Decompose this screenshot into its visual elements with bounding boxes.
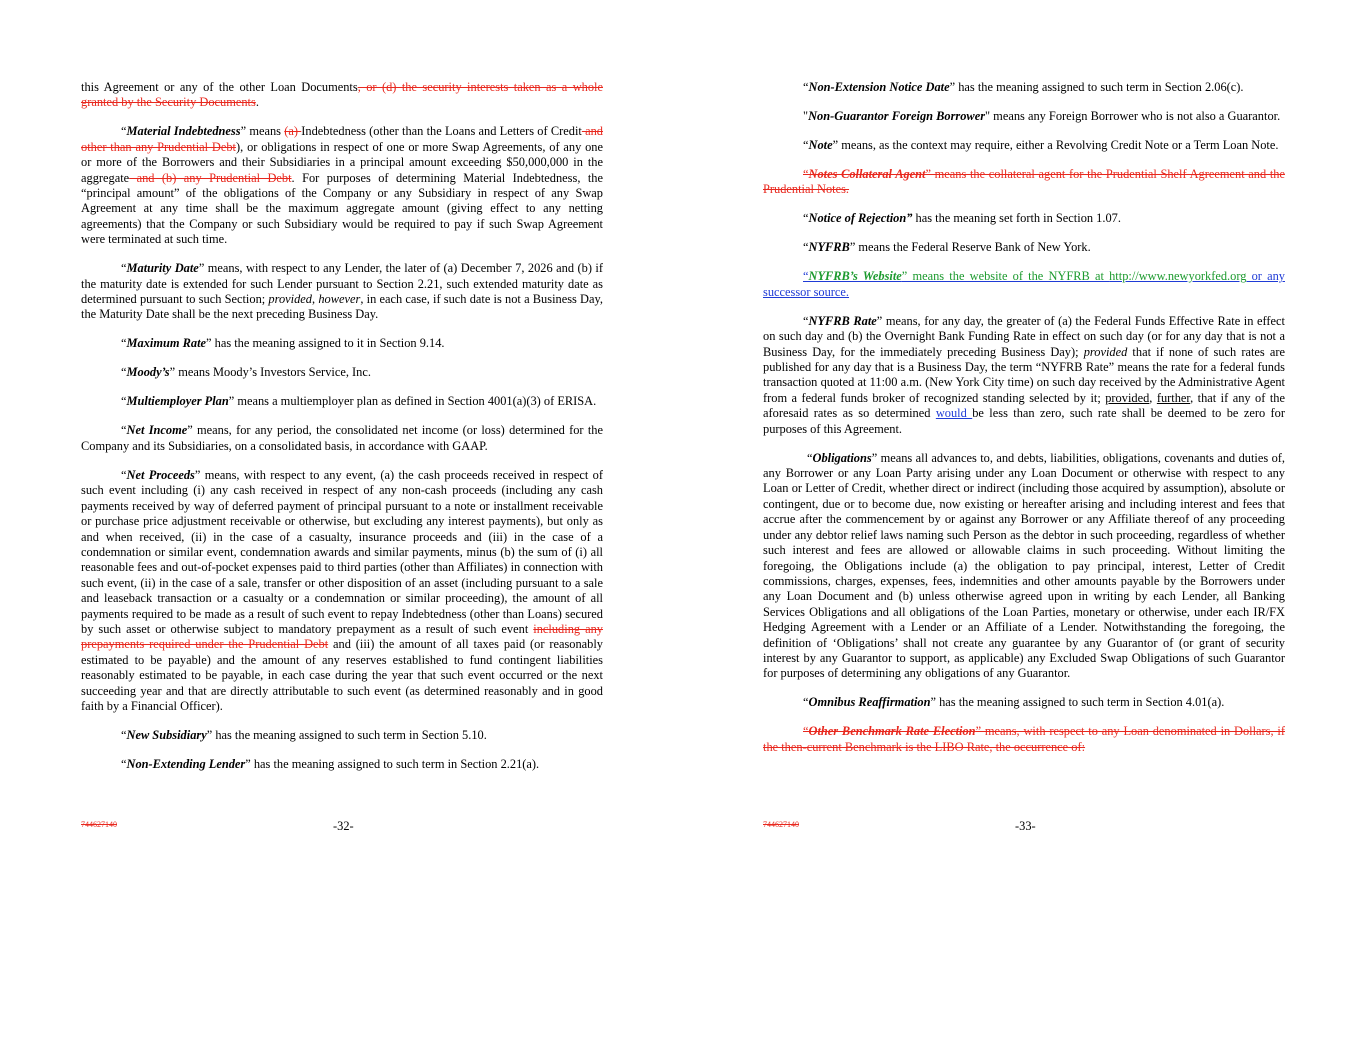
definition-multiemployer-plan: “Multiemployer Plan” means a multiemployer plan as defined in Section 4001(a)(3) of ERISA. [121,394,597,409]
inserted-text: would [935,406,973,421]
defined-term: Non-Guarantor Foreign Borrower [808,109,986,123]
definition-nyfrb-rate: “NYFRB Rate” means, for any day, the greater of (a) the Federal Funds Effective Rate in effect on such day and (b) the Overnight Bank Funding Rate in effect on such day (or for any day that is not a Business Day, for the immediately preceding Business Day); provided that if none of such rates are published for any day that is a Business Day, the term “NYFRB Rate” means the rate for a federal funds transaction quoted at 11:00 a.m. (New York City time) on such day received by the Administrative Agent from a federal funds broker of recognized standing selected by it; provided, further, that if any of the aforesaid rates as so determined would be less than zero, such rate shall be deemed to be zero for purposes of this Agreement. [763,313,1285,436]
defined-term: NYFRB’s Website [808,269,902,284]
paragraph-loan-documents-continuation: this Agreement or any of the other Loan Documents, or (d) the security interests taken as a whole granted by the Security Documents. [81,80,603,110]
definition-other-benchmark-rate-election-deleted: “Other Benchmark Rate Election” means, with respect to any Loan denominated in Dollars, if the then-current Benchmark is the LIBO Rate, the occurrence of: [763,724,1286,754]
inserted-text: or any successor source. [763,269,1285,299]
deleted-text: ” means the collateral agent for the Prudential Shelf Agreement and the Prudential Notes. [763,167,1285,197]
definition-non-extension-notice-date: “Non-Extension Notice Date” has the meaning assigned to such term in Section 2.06(c). [803,80,1244,94]
deleted-text: ” means, with respect to any Loan denominated in Dollars, if the then-current Benchmark is the LIBO Rate, the occurrence of: [763,724,1286,754]
definition-moodys: “Moody’s” means Moody’s Investors Service, Inc. [121,365,371,380]
definition-net-income: “Net Income” means, for any period, the consolidated net income (or loss) determined for the Company and its Subsidiaries, on a consolidated basis, in accordance with GAAP. [81,423,603,453]
definition-notice-of-rejection: “Notice of Rejection” has the meaning set forth in Section 1.07. [803,211,1121,226]
definition-new-subsidiary: “New Subsidiary” has the meaning assigned to such term in Section 5.10. [121,727,487,742]
defined-term: Notes Collateral Agent [808,167,926,181]
defined-term: Note [808,138,833,152]
defined-term: Non-Extension Notice Date [808,80,950,94]
definition-omnibus-reaffirmation: “Omnibus Reaffirmation” has the meaning assigned to such term in Section 4.01(a). [803,695,1225,710]
document-page-33 [763,80,1285,769]
footer-document-id: 744627140 [81,820,117,829]
defined-term: New Subsidiary [126,727,207,742]
footer-document-id: 744627140 [763,820,799,829]
definition-obligations: “Obligations” means all advances to, and debts, liabilities, obligations, covenants and duties of, any Borrower or any Loan Party arising under any Loan Document or otherwise with respect to any Loan or Letter of Credit, whether direct or indirect (including those acquired by assumption), absolute or contingent, due or to become due, now existing or hereafter arising and including interest and fees that accrue after the commencement by or against any Borrower or any Affiliate thereof of any proceeding under any debtor relief laws naming such Person as the debtor in such proceeding, regardless of whether such interest and fees are allowed or allowable claims in such proceeding. Without limiting the foregoing, the Obligations include (a) the obligation to pay principal, interest, Letter of Credit commissions, charges, expenses, fees, indemnities and other amounts payable by the Borrowers under any Loan Document and (b) unless otherwise agreed upon in writing by each Lender, all Banking Services Obligations and all obligations of the Loan Parties, monetary or otherwise, under each IR/FX Hedging Agreement with a Lender or an Affiliate of a Lender. Notwithstanding the foregoing, the definition of ‘Obligations’ shall not create any guarantee by any Guarantor of (or grant of security interest by any Guarantor to support, as applicable) any Excluded Swap Obligations of such Guarantor for purposes of determining any obligations of any Guarantor. [763,450,1285,681]
page-number: -32- [333,819,354,833]
defined-term: Maturity Date [126,261,199,276]
definition-non-extending-lender: “Non-Extending Lender” has the meaning assigned to such term in Section 2.21(a). [121,756,540,771]
defined-term: Other Benchmark Rate Election [808,724,976,739]
defined-term: Omnibus Reaffirmation [808,695,931,710]
defined-term: Net Income [126,423,188,438]
nyfrb-website-link[interactable]: http://www.newyorkfed.org [1109,269,1247,284]
defined-term: Obligations [812,450,872,465]
deleted-text: (a) [284,124,302,139]
definition-maximum-rate: “Maximum Rate” has the meaning assigned to it in Section 9.14. [121,336,445,351]
deleted-text: and other than any Prudential Debt [81,124,603,154]
defined-term: Notice of Rejection” [808,211,913,226]
definition-non-guarantor-foreign-borrower: "Non-Guarantor Foreign Borrower" means any Foreign Borrower who is not also a Guarantor. [803,109,1281,123]
definition-nyfrbs-website-inserted: “NYFRB’s Website” means the website of the NYFRB at http://www.newyorkfed.org or any successor source. [763,269,1285,299]
definition-nyfrb: “NYFRB” means the Federal Reserve Bank of New York. [803,240,1091,255]
document-page-32 [81,80,603,786]
deleted-text: , or (d) the security interests taken as a whole granted by the Security Documents [81,80,603,110]
deleted-text: and (b) any Prudential Debt [129,170,292,185]
defined-term: Moody’s [126,365,170,380]
definition-net-proceeds: “Net Proceeds” means, with respect to any event, (a) the cash proceeds received in respect of such event including (i) any cash received in respect of any non-cash proceeds (including any cash payments received by way of deferred payment of principal pursuant to a note or installment receivable or purchase price adjustment receivable or otherwise, but excluding any interest payments), but only as and when received, (ii) in the case of a casualty, insurance proceeds and (iii) in the case of a condemnation or similar event, condemnation awards and similar payments, minus (b) the sum of (i) all reasonable fees and out-of-pocket expenses paid to third parties (other than Affiliates) in connection with such event, (ii) in the case of a sale, transfer or other disposition of an asset (including pursuant to a sale and leaseback transaction or a casualty or a condemnation or similar proceeding), the amount of all payments required to be made as a result of such event to repay Indebtedness (other than Loans) secured by such asset or otherwise subject to mandatory prepayment as a result of such event including any prepayments required under the Prudential Debt and (iii) the amount of all taxes paid (or reasonably estimated to be payable) and the amount of any reserves established to fund contingent liabilities reasonably estimated to be payable, in each case during the year that such event occurred or the next succeeding year and that are directly attributable to such event (as determined reasonably and in good faith by a Financial Officer). [81,467,603,713]
defined-term: NYFRB Rate [808,313,877,328]
defined-term: Maximum Rate [126,336,207,351]
defined-term: NYFRB [808,240,850,255]
defined-term: Material Indebtedness [126,124,241,139]
definition-maturity-date: “Maturity Date” means, with respect to any Lender, the later of (a) December 7, 2026 and (b) if the maturity date is extended for such Lender pursuant to Section 2.21, such extended maturity date as determined pursuant to such Section; provided, however, in each case, if such date is not a Business Day, the Maturity Date shall be the next preceding Business Day. [81,261,604,322]
defined-term: Net Proceeds [126,467,195,482]
inserted-text: ” means the website of the NYFRB at [901,269,1110,284]
defined-term: Non-Extending Lender [126,756,246,771]
definition-note: “Note” means, as the context may require, either a Revolving Credit Note or a Term Loan Note. [803,138,1279,152]
defined-term: Multiemployer Plan [126,394,229,409]
definition-material-indebtedness: “Material Indebtedness” means (a) Indebtedness (other than the Loans and Letters of Credit and other than any Prudential Debt), or obligations in respect of one or more Swap Agreements, of any one or more of the Borrowers and their Subsidiaries in a principal amount exceeding $50,000,000 in the aggregate and (b) any Prudential Debt. For purposes of determining Material Indebtedness, the “principal amount” of the obligations of the Company or any Subsidiary in respect of any Swap Agreement at any time shall be the maximum aggregate amount (giving effect to any netting agreements) that the Company or such Subsidiary would be required to pay if such Swap Agreement were terminated at such time. [81,124,604,247]
definition-notes-collateral-agent-deleted: “Notes Collateral Agent” means the collateral agent for the Prudential Shelf Agreement and the Prudential Notes. [763,167,1285,197]
page-number: -33- [1015,819,1036,833]
deleted-text: including any prepayments required under the Prudential Debt [81,621,603,652]
